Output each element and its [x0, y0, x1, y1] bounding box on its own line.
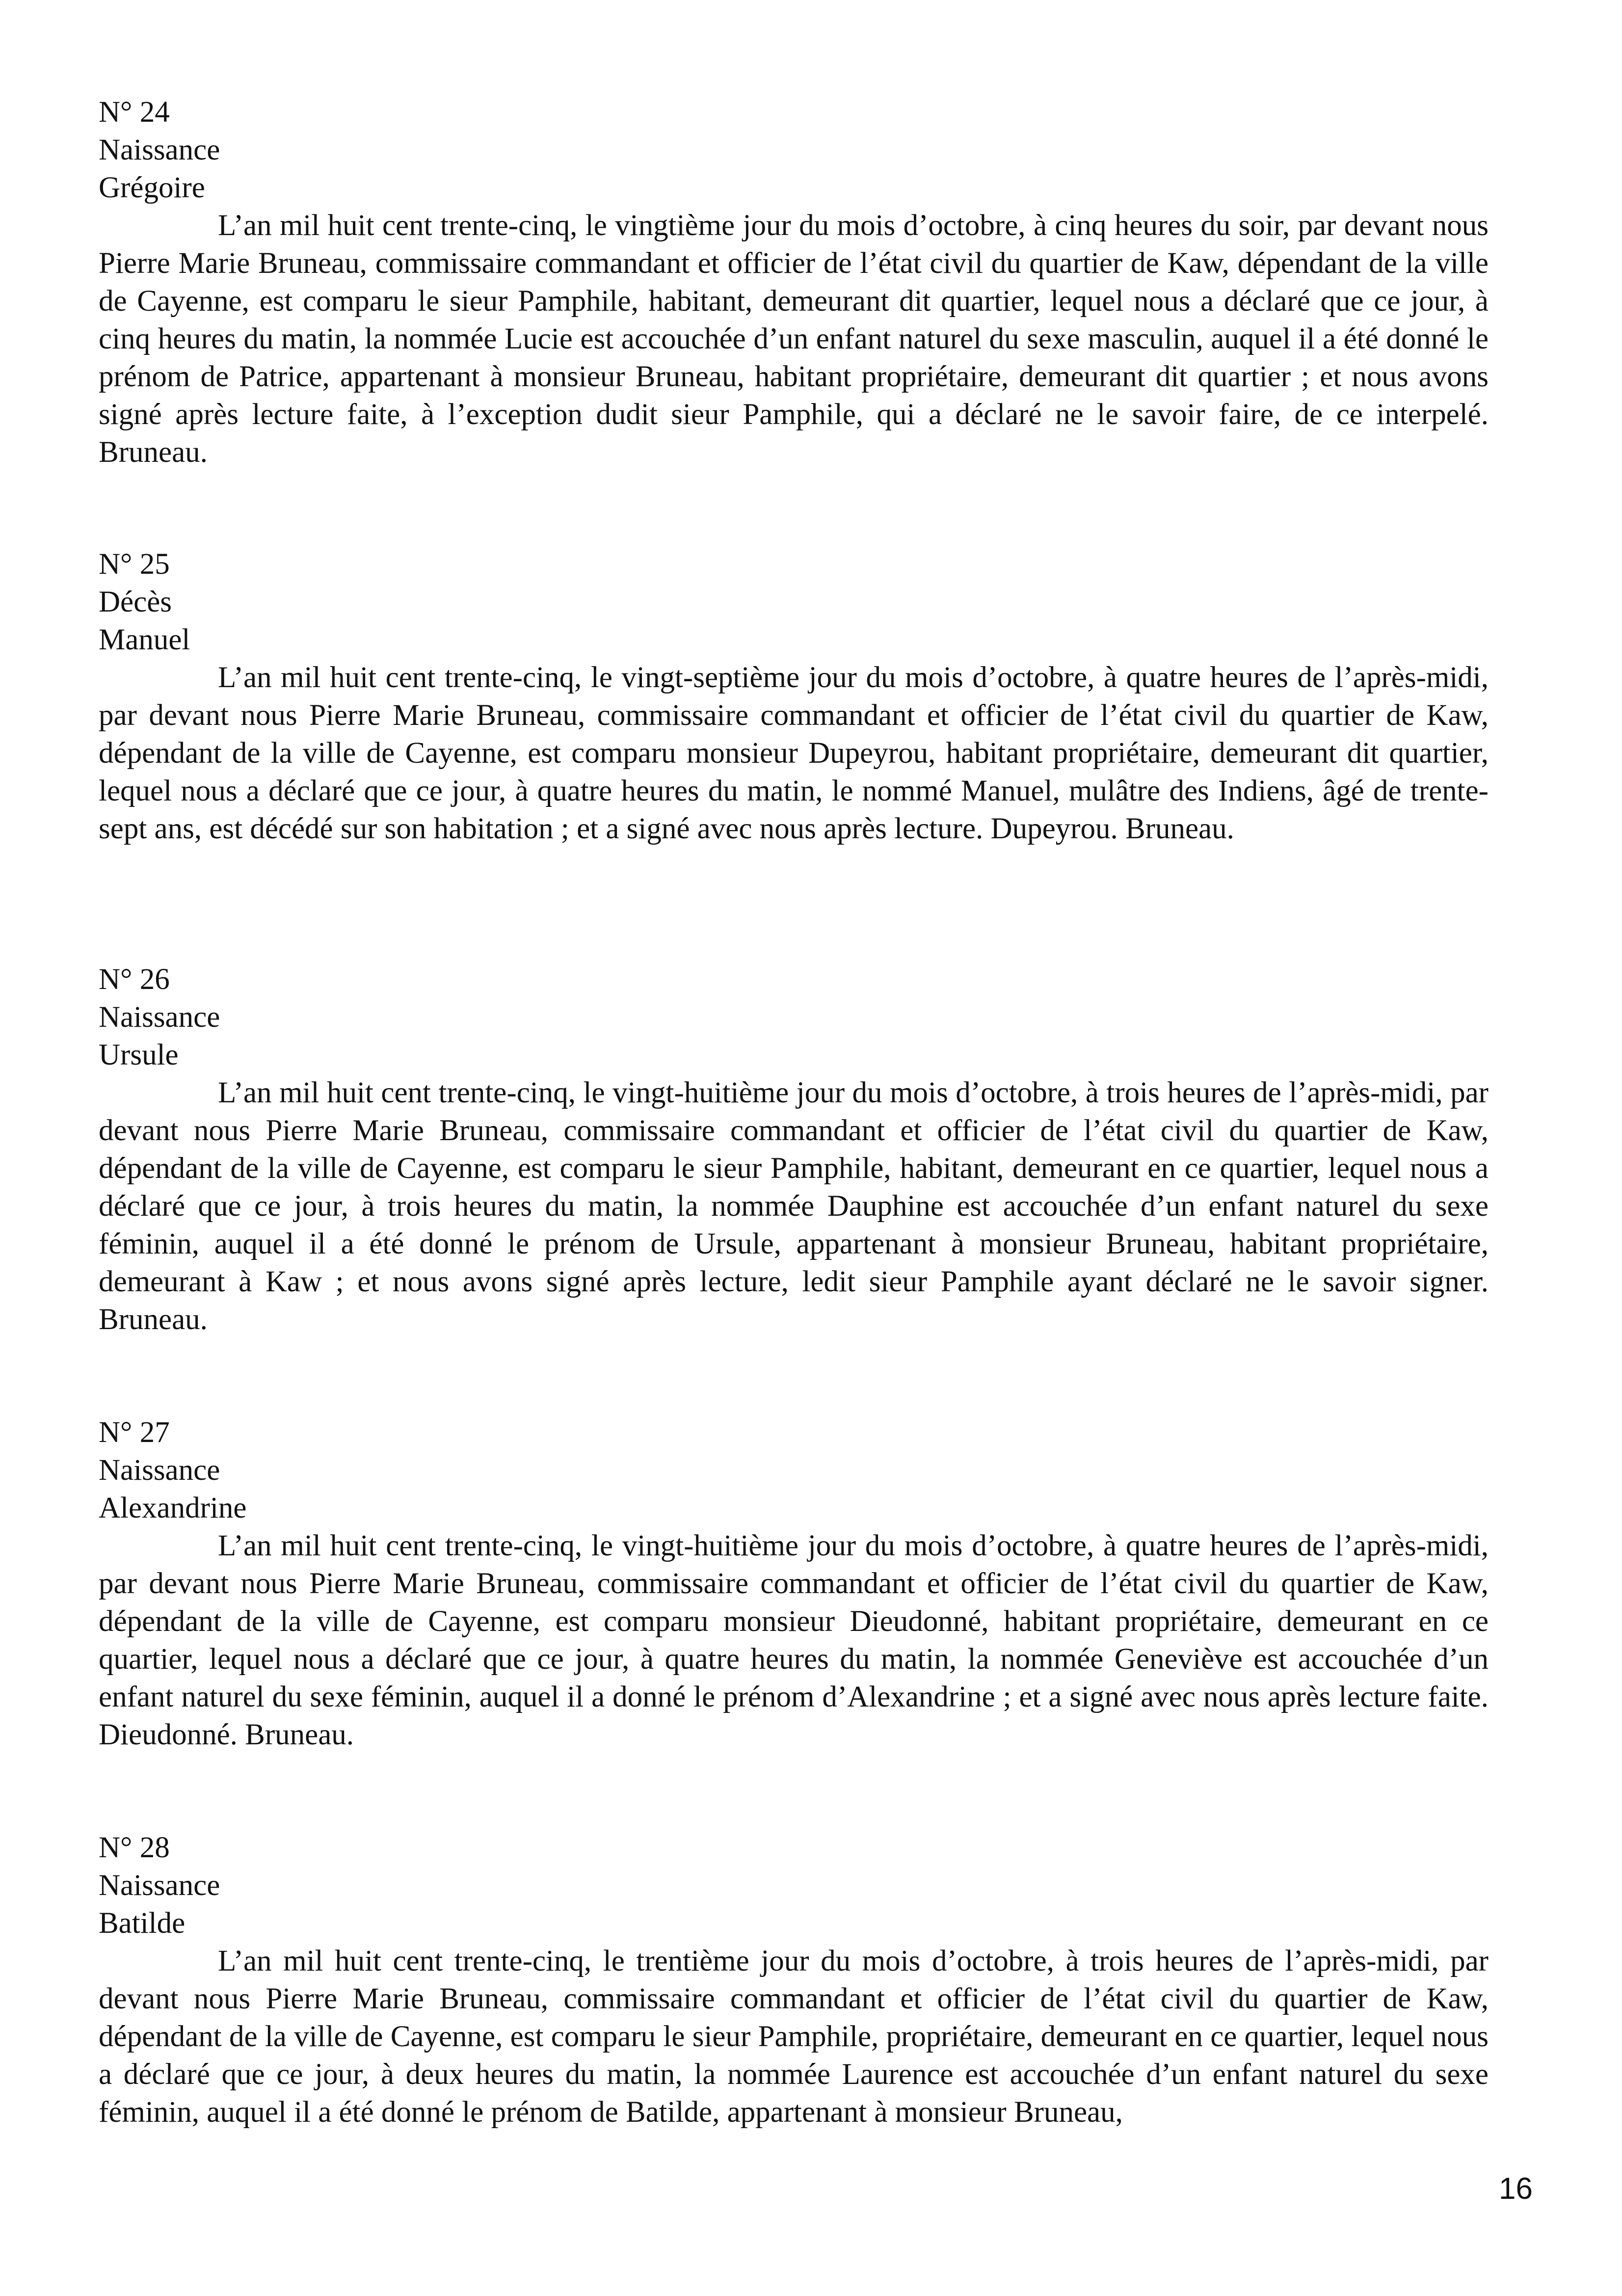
record-name: Grégoire [99, 171, 205, 204]
record-number: N° 25 [99, 548, 170, 581]
record-text: L’an mil huit cent trente-cinq, le vingt-huitième jour du mois d’octobre, à quatre heures de l’après-midi, par devant nous Pierre Marie Bruneau, commissaire commandant et officier de l’état civil du quartier de Kaw, dépendant de la ville de Cayenne, est comparu monsieur Dieudonné, habitant propriétaire, demeurant en ce quartier, lequel nous a déclaré que ce jour, à quatre heures du matin, la nommée Geneviève est accouchée d’un enfant naturel du sexe féminin, auquel il a donné le prénom d’Alexandrine ; et a signé avec nous après lecture faite. Dieudonné. Bruneau. [99, 1529, 1489, 1751]
record-number: N° 24 [99, 96, 170, 129]
record-name: Ursule [99, 1039, 179, 1071]
record-type: Naissance [99, 1001, 220, 1034]
record-type: Naissance [99, 133, 220, 166]
record-entry [99, 1414, 1489, 1754]
record-text: L’an mil huit cent trente-cinq, le vingtième jour du mois d’octobre, à cinq heures du soir, par devant nous Pierre Marie Bruneau, commissaire commandant et officier de l’état civil du quartier de Kaw, dépendant de la ville de Cayenne, est comparu le sieur Pamphile, habitant, demeurant dit quartier, lequel nous a déclaré que ce jour, à cinq heures du matin, la nommée Lucie est accouchée d’un enfant naturel du sexe masculin, auquel il a été donné le prénom de Patrice, appartenant à monsieur Bruneau, habitant propriétaire, demeurant dit quartier ; et nous avons signé après lecture faite, à l’exception dudit sieur Pamphile, qui a déclaré ne le savoir faire, de ce interpelé. Bruneau. [99, 209, 1489, 469]
record-entry [99, 93, 1489, 471]
record-number: N° 27 [99, 1416, 170, 1449]
record-name: Alexandrine [99, 1492, 247, 1524]
record-text: L’an mil huit cent trente-cinq, le trentième jour du mois d’octobre, à trois heures de l’après-midi, par devant nous Pierre Marie Bruneau, commissaire commandant et officier de l’état civil du quartier de Kaw, dépendant de la ville de Cayenne, est comparu le sieur Pamphile, propriétaire, demeurant en ce quartier, lequel nous a déclaré que ce jour, à deux heures du matin, la nommée Laurence est accouchée d’un enfant naturel du sexe féminin, auquel il a été donné le prénom de Batilde, appartenant à monsieur Bruneau, [99, 1945, 1489, 2129]
record-entry [99, 1829, 1489, 2131]
record-entry [99, 545, 1489, 848]
record-entry [99, 961, 1489, 1338]
page-number: 16 [1499, 2172, 1533, 2206]
record-text: L’an mil huit cent trente-cinq, le vingt-septième jour du mois d’octobre, à quatre heures de l’après-midi, par devant nous Pierre Marie Bruneau, commissaire commandant et officier de l’état civil du quartier de Kaw, dépendant de la ville de Cayenne, est comparu monsieur Dupeyrou, habitant propriétaire, demeurant dit quartier, lequel nous a déclaré que ce jour, à quatre heures du matin, le nommé Manuel, mulâtre des Indiens, âgé de trente-sept ans, est décédé sur son habitation ; et a signé avec nous après lecture. Dupeyrou. Bruneau. [99, 661, 1489, 845]
record-type: Naissance [99, 1454, 220, 1487]
record-type: Décès [99, 586, 172, 618]
record-number: N° 28 [99, 1831, 170, 1864]
record-number: N° 26 [99, 963, 170, 996]
record-type: Naissance [99, 1869, 220, 1902]
record-name: Batilde [99, 1907, 186, 1940]
record-text: L’an mil huit cent trente-cinq, le vingt-huitième jour du mois d’octobre, à trois heures de l’après-midi, par devant nous Pierre Marie Bruneau, commissaire commandant et officier de l’état civil du quartier de Kaw, dépendant de la ville de Cayenne, est comparu le sieur Pamphile, habitant, demeurant en ce quartier, lequel nous a déclaré que ce jour, à trois heures du matin, la nommée Dauphine est accouchée d’un enfant naturel du sexe féminin, auquel il a été donné le prénom de Ursule, appartenant à monsieur Bruneau, habitant propriétaire, demeurant à Kaw ; et nous avons signé après lecture, ledit sieur Pamphile ayant déclaré ne le savoir signer. Bruneau. [99, 1076, 1489, 1336]
record-name: Manuel [99, 623, 190, 656]
